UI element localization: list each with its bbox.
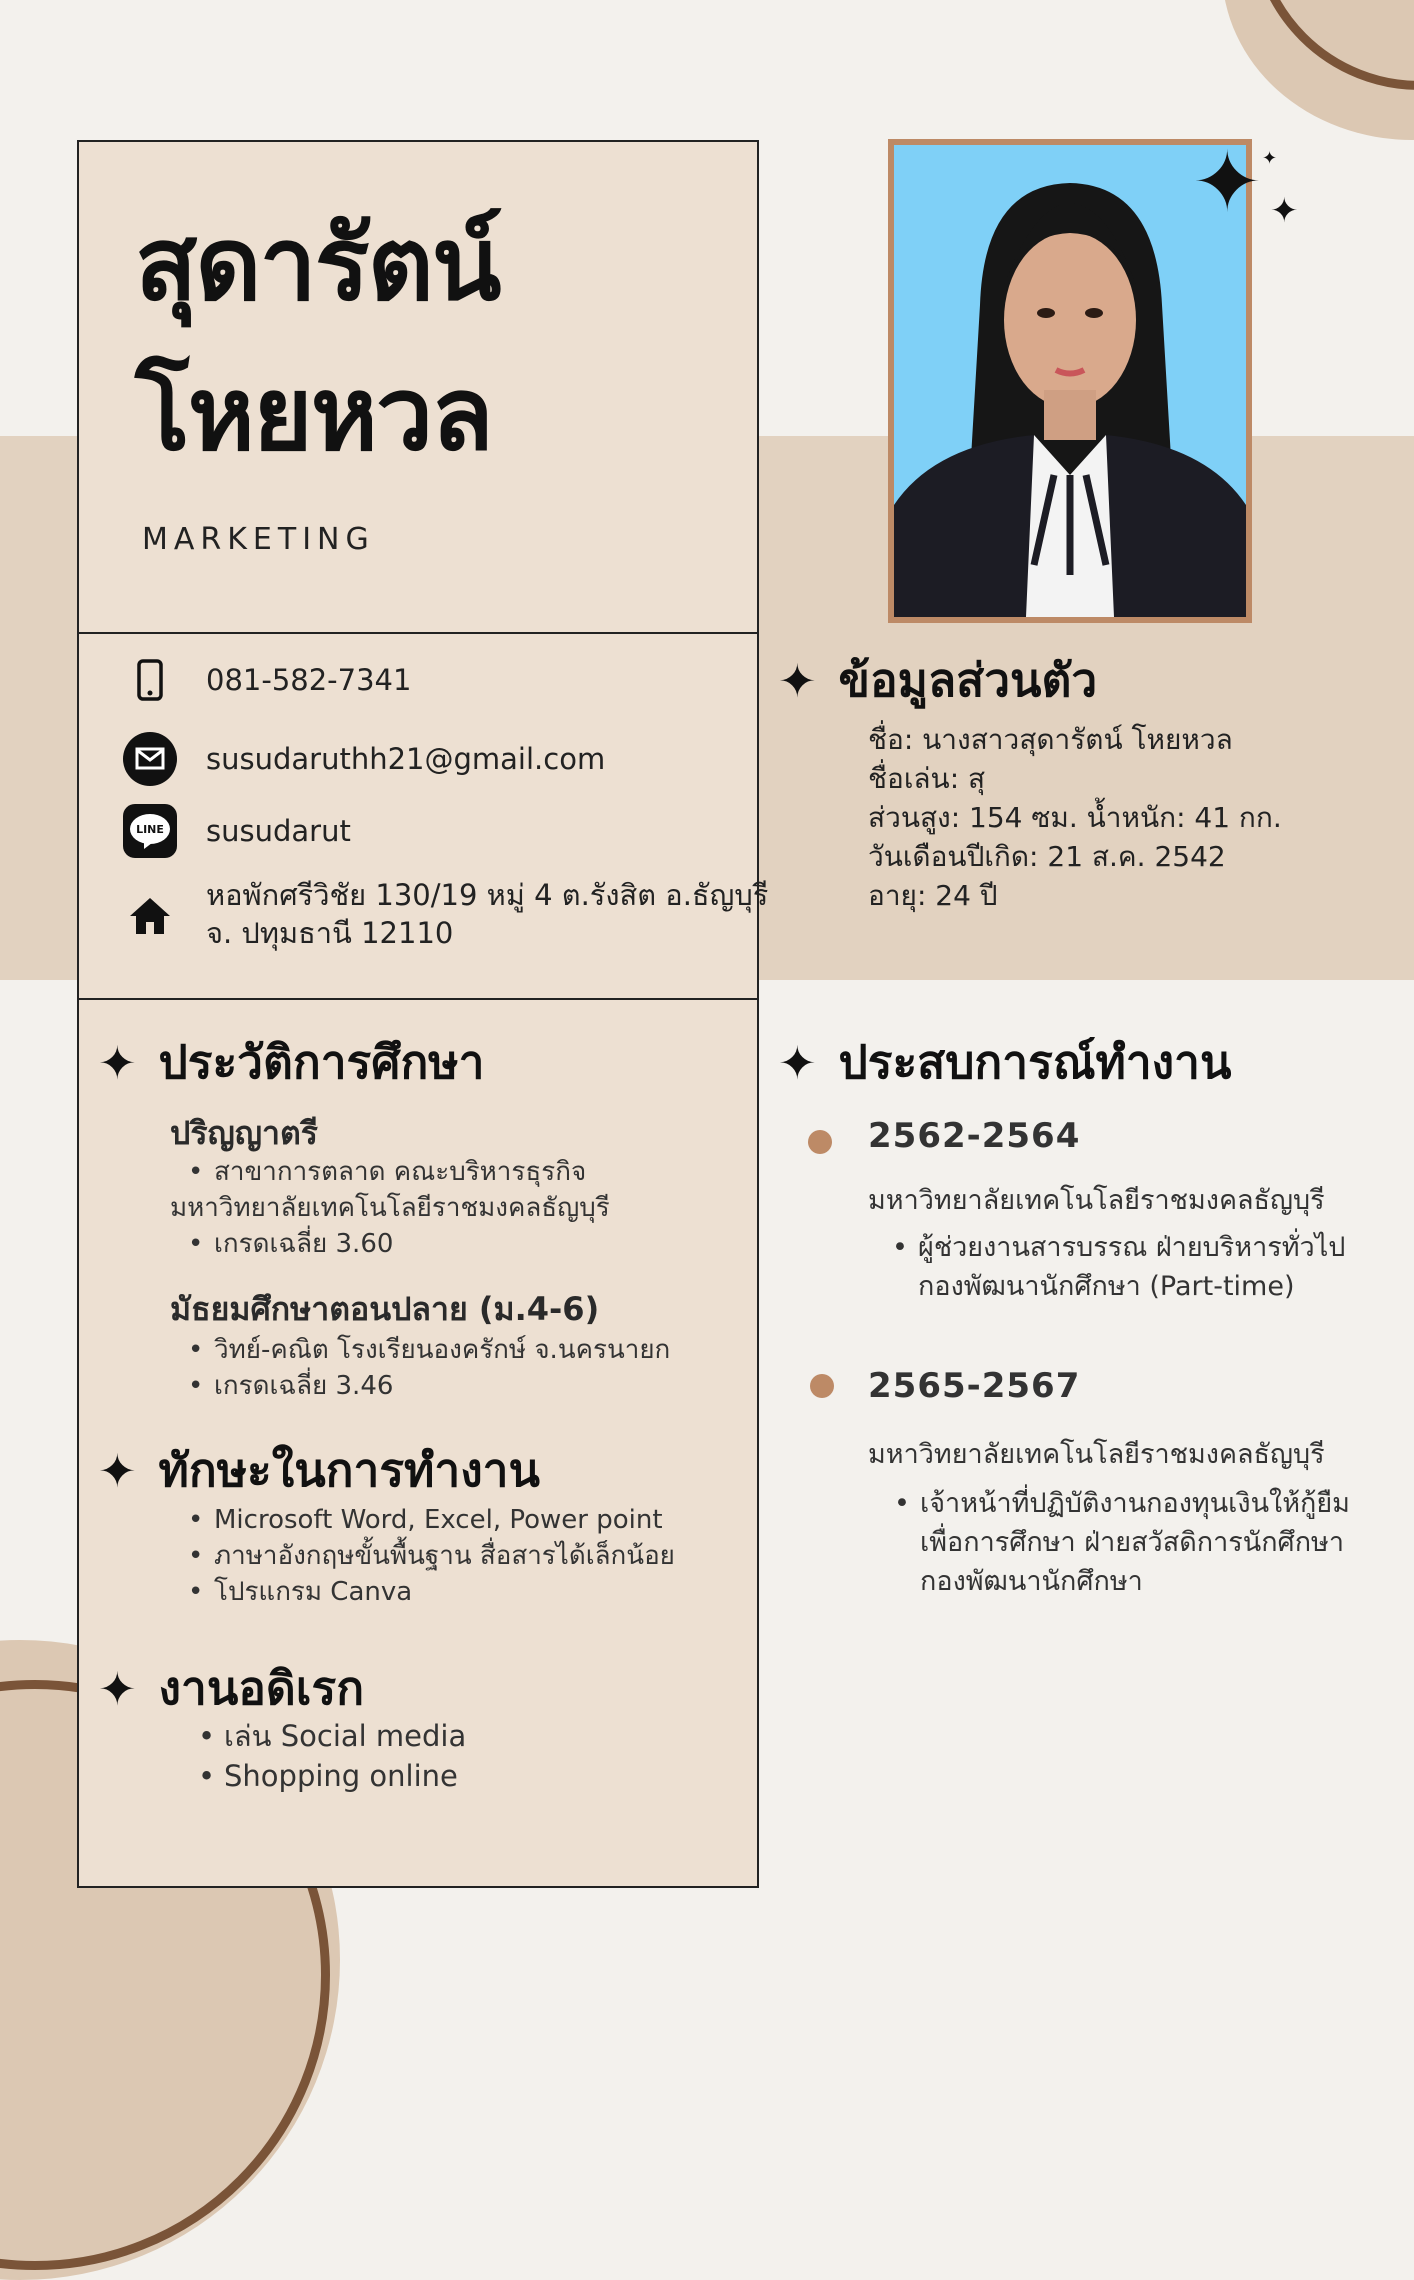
highschool-details — [214, 1332, 670, 1404]
job-role: MARKETING — [142, 522, 375, 557]
job-details — [918, 1228, 1345, 1306]
personal-height-weight: ส่วนสูง: 154 ซม. น้ำหนัก: 41 กก. — [868, 801, 1282, 834]
job-organization: มหาวิทยาลัยเทคโนโลยีราชมงคลธัญบุรี — [868, 1439, 1325, 1470]
highschool-title: มัธยมศึกษาตอนปลาย (ม.4-6) — [170, 1290, 600, 1328]
personal-age: อายุ: 24 ปี — [868, 879, 998, 912]
svg-text:LINE: LINE — [136, 823, 164, 836]
line-id: susudarut — [206, 814, 351, 848]
skills-heading — [98, 1434, 540, 1507]
list-item: • Shopping online — [224, 1756, 466, 1796]
education-heading-text: ประวัติการศึกษา — [158, 1035, 485, 1089]
skills-list — [214, 1502, 675, 1610]
sparkle-icon: ✦ — [1262, 148, 1278, 169]
list-item: • วิทย์-คณิต โรงเรียนองครักษ์ จ.นครนายก — [214, 1332, 670, 1368]
list-item: • สาขาการตลาด คณะบริหารธุรกิจ — [214, 1154, 610, 1190]
list-item: • เกรดเฉลี่ย 3.46 — [214, 1368, 670, 1404]
address-line-2: จ. ปทุมธานี 12110 — [206, 916, 454, 950]
four-point-star-icon: ✦ — [778, 1035, 817, 1090]
address-line-1: หอพักศรีวิชัย 130/19 หมู่ 4 ต.รังสิต อ.ธัญบุรี — [206, 878, 769, 912]
degree-university: มหาวิทยาลัยเทคโนโลยีราชมงคลธัญบุรี — [170, 1193, 610, 1223]
education-heading — [98, 1026, 484, 1099]
experience-heading-text: ประสบการณ์ทำงาน — [838, 1035, 1232, 1089]
list-item: • ผู้ช่วยงานสารบรรณ ฝ่ายบริหารทั่วไป กองพัฒนานักศึกษา (Part-time) — [918, 1228, 1345, 1306]
line-app-icon — [122, 803, 178, 859]
list-item: • เล่น Social media — [224, 1716, 466, 1756]
sparkle-icon: ✦ — [1270, 191, 1299, 231]
degree-details — [170, 1154, 610, 1262]
hobbies-list — [224, 1716, 466, 1796]
degree-title: ปริญญาตรี — [170, 1114, 318, 1152]
sparkle-icon: ✦ — [1192, 133, 1263, 231]
four-point-star-icon: ✦ — [98, 1035, 137, 1090]
envelope-icon — [122, 731, 178, 787]
personal-birthdate: วันเดือนปีเกิด: 21 ส.ค. 2542 — [868, 840, 1226, 873]
home-icon — [122, 888, 178, 944]
four-point-star-icon: ✦ — [778, 653, 817, 708]
contact-line-row — [122, 803, 351, 859]
address — [206, 876, 768, 952]
contact-email-row — [122, 731, 605, 787]
personal-heading-text: ข้อมูลส่วนตัว — [838, 653, 1098, 707]
job-details — [920, 1484, 1350, 1601]
hobbies-heading-text: งานอดิเรก — [158, 1661, 365, 1715]
job-years: 2565-2567 — [868, 1366, 1081, 1406]
list-item: • เจ้าหน้าที่ปฏิบัติงานกองทุนเงินให้กู้ยืม เพื่อการศึกษา ฝ่ายสวัสดิการนักศึกษา กองพัฒนานักศึกษา — [920, 1484, 1350, 1601]
hobbies-heading — [98, 1652, 364, 1725]
timeline-dot — [810, 1374, 834, 1398]
list-item: • โปรแกรม Canva — [214, 1574, 675, 1610]
contact-phone-row — [122, 652, 411, 708]
contact-address-row — [122, 876, 768, 952]
phone-number: 081-582-7341 — [206, 663, 412, 697]
skills-heading-text: ทักษะในการทำงาน — [158, 1443, 540, 1497]
personal-info — [868, 720, 1282, 915]
list-item: • เกรดเฉลี่ย 3.60 — [214, 1226, 610, 1262]
first-name: สุดารัตน์ — [135, 205, 500, 324]
phone-icon — [122, 652, 178, 708]
four-point-star-icon: ✦ — [98, 1661, 137, 1716]
email-address: susudaruthh21@gmail.com — [206, 742, 606, 776]
experience-heading — [778, 1026, 1231, 1099]
last-name: โหยหวล — [135, 355, 492, 474]
card-divider-top — [77, 632, 759, 634]
personal-heading — [778, 644, 1097, 717]
card-divider-bottom — [77, 998, 759, 1000]
job-organization: มหาวิทยาลัยเทคโนโลยีราชมงคลธัญบุรี — [868, 1185, 1325, 1216]
list-item: • ภาษาอังกฤษขั้นพื้นฐาน สื่อสารได้เล็กน้อย — [214, 1538, 675, 1574]
personal-name: ชื่อ: นางสาวสุดารัตน์ โหยหวล — [868, 723, 1233, 756]
personal-nickname: ชื่อเล่น: สุ — [868, 762, 986, 795]
four-point-star-icon: ✦ — [98, 1443, 137, 1498]
timeline-dot — [808, 1130, 832, 1154]
full-name — [135, 190, 500, 490]
list-item: • Microsoft Word, Excel, Power point — [214, 1502, 675, 1538]
job-years: 2562-2564 — [868, 1116, 1081, 1156]
